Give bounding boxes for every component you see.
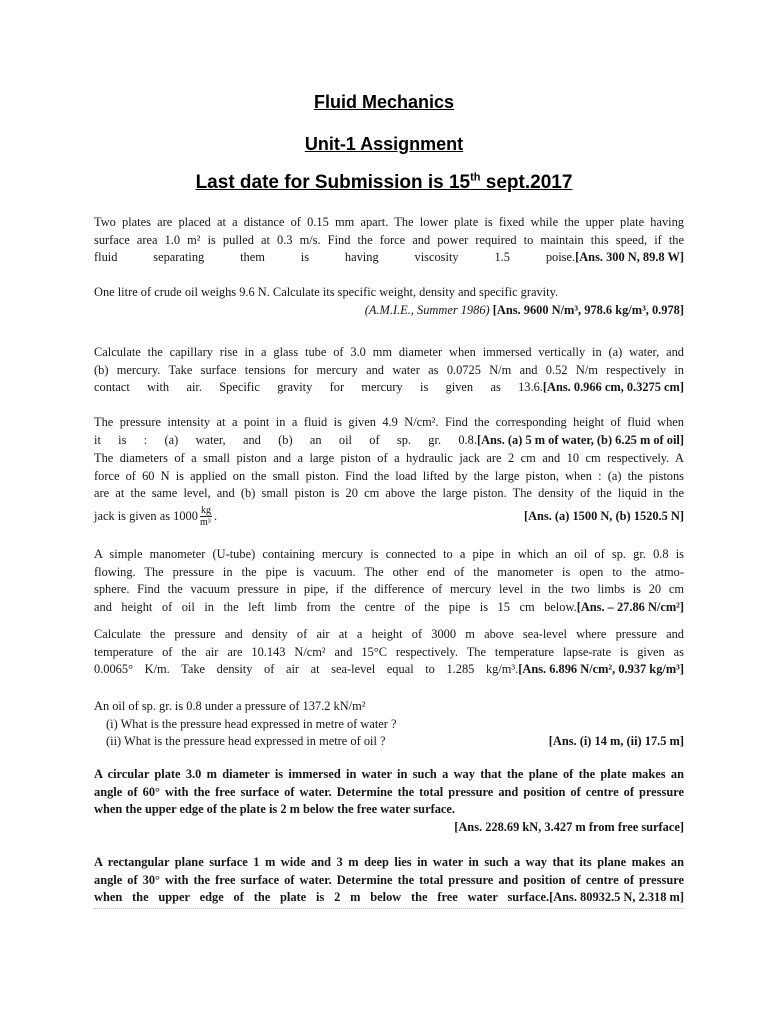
- question-line: Two plates are placed at a distance of 0.15 mm apart. The lower plate is fixed while the upper plate having: [94, 215, 684, 229]
- question-line: Calculate the pressure and density of air at a height of 3000 m above sea-level where pressure and: [94, 627, 684, 641]
- scan-artifact-divider: [94, 908, 684, 913]
- question-3: [94, 344, 684, 397]
- question-line-with-answer: (ii) What is the pressure head expressed in metre of oil ? [Ans. (i) 14 m, (ii) 17.5 m]: [94, 733, 684, 751]
- question-4: [94, 414, 684, 449]
- question-line-with-answer: jack is given as 1000 $\frac{kg}{\text{m³}}$ . [Ans. (a) 1500 N, (b) 1520.5 N]: [94, 503, 684, 529]
- subject-title: Fluid Mechanics: [313, 92, 455, 112]
- question-line-with-answer: it is : (a) water, and (b) an oil of sp. gr. 0.8. [Ans. (a) 5 m of water, (b) 6.25 m of oil]: [94, 432, 684, 450]
- question-line: temperature of the air are 10.143 N/cm² and 15°C respectively. The temperature lapse-rate is given as: [94, 644, 684, 659]
- answer: [Ans. 228.69 kN, 3.427 m from free surface]: [454, 819, 684, 834]
- answer: [Ans. 9600 N/m³, 978.6 kg/m³, 0.978]: [492, 302, 684, 317]
- question-line: An oil of sp. gr. is 0.8 under a pressure of 137.2 kN/m²: [94, 699, 366, 713]
- question-1: [94, 214, 684, 267]
- question-line: A circular plate 3.0 m diameter is immersed in water in such a way that the plane of the plate makes an: [94, 767, 684, 781]
- question-line: angle of 30° with the free surface of water. Determine the total pressure and position of centre of pressure: [94, 872, 684, 887]
- question-5: [94, 450, 684, 529]
- question-line-with-answer: and height of oil in the left limb from the centre of the pipe is 15 cm below. [Ans. – 27.86 N/cm²]: [94, 599, 684, 617]
- source-citation: (A.M.I.E., Summer 1986): [364, 302, 490, 317]
- answer: [Ans. – 27.86 N/cm²]: [576, 599, 684, 614]
- question-line-with-answer: [94, 302, 684, 320]
- answer: [Ans. 6.896 N/cm², 0.937 kg/m³]: [518, 662, 684, 677]
- question-line-with-answer: 0.0065° K/m. Take density of air at sea-level equal to 1.285 kg/m³. [Ans. 6.896 N/cm², 0.937 kg/m³]: [94, 661, 684, 679]
- answer: [Ans. 0.966 cm, 0.3275 cm]: [542, 380, 684, 395]
- question-line: Calculate the capillary rise in a glass tube of 3.0 mm diameter when immersed vertically in (a) water, and: [94, 345, 684, 359]
- question-10: [94, 854, 684, 907]
- answer: [Ans. (a) 5 m of water, (b) 6.25 m of oil]: [476, 432, 684, 447]
- question-line: are at the same level, and (b) small piston is 20 cm above the large piston. The density of the liquid in the: [94, 486, 684, 501]
- answer: [Ans. 80932.5 N, 2.318 m]: [549, 890, 684, 905]
- question-line: The pressure intensity at a point in a fluid is given 4.9 N/cm². Find the corresponding height of fluid when: [94, 415, 684, 429]
- question-line: (b) mercury. Take surface tensions for mercury and water as 0.0725 N/m and 0.52 N/m respectively in: [94, 362, 684, 377]
- answer: [Ans. 300 N, 89.8 W]: [575, 250, 684, 265]
- question-line: sphere. Find the vacuum pressure in pipe, if the difference of mercury level in the two limbs is 20 cm: [94, 582, 684, 597]
- unit-fraction: $\frac{kg}{\text{m³}}$: [199, 505, 211, 529]
- question-line: A simple manometer (U-tube) containing mercury is connected to a pipe in which an oil of sp. gr. 0.8 is: [94, 547, 684, 561]
- question-2: [94, 284, 684, 319]
- deadline-prefix: Last date for Submission is 15: [195, 172, 471, 193]
- question-answer-line: [94, 819, 684, 837]
- question-line: flowing. The pressure in the pipe is vacuum. The other end of the manometer is open to the atmo-: [94, 564, 684, 579]
- question-line: surface area 1.0 m² is pulled at 0.3 m/s. Find the force and power required to maintain this speed, if the: [94, 232, 684, 247]
- question-line: A rectangular plane surface 1 m wide and 3 m deep lies in water in such a way that its plane makes an: [94, 855, 684, 869]
- question-7: [94, 626, 684, 679]
- question-9: [94, 766, 684, 836]
- question-8: [94, 698, 684, 751]
- question-line: The diameters of a small piston and a large piston of a hydraulic jack are 2 cm and 10 cm respectively. A: [94, 451, 684, 465]
- question-line-with-answer: fluid separating them is having viscosity 1.5 poise. [Ans. 300 N, 89.8 W]: [94, 249, 684, 267]
- question-line: angle of 60° with the free surface of water. Determine the total pressure and position of centre of pressure: [94, 784, 684, 799]
- question-line: (i) What is the pressure head expressed in metre of water ?: [106, 716, 397, 731]
- deadline-title: [0, 172, 768, 194]
- question-line-with-answer: contact with air. Specific gravity for mercury is given as 13.6. [Ans. 0.966 cm, 0.3275 cm]: [94, 379, 684, 397]
- question-line: force of 60 N is applied on the small piston. Find the load lifted by the large piston, when : (a) the pistons: [94, 468, 684, 483]
- question-line-with-answer: when the upper edge of the plate is 2 m below the free water surface. [Ans. 80932.5 N, 2.318 m]: [94, 889, 684, 907]
- question-line: One litre of crude oil weighs 9.6 N. Calculate its specific weight, density and specific gravity.: [94, 285, 559, 299]
- deadline-suffix: sept.2017: [480, 172, 573, 193]
- deadline-sup: th: [470, 171, 481, 184]
- answer: [Ans. (a) 1500 N, (b) 1520.5 N]: [523, 508, 684, 523]
- answer: [Ans. (i) 14 m, (ii) 17.5 m]: [548, 734, 684, 749]
- question-line: when the upper edge of the plate is 2 m below the free water surface.: [94, 802, 455, 817]
- unit-title: Unit-1 Assignment: [304, 134, 464, 154]
- question-6: [94, 546, 684, 616]
